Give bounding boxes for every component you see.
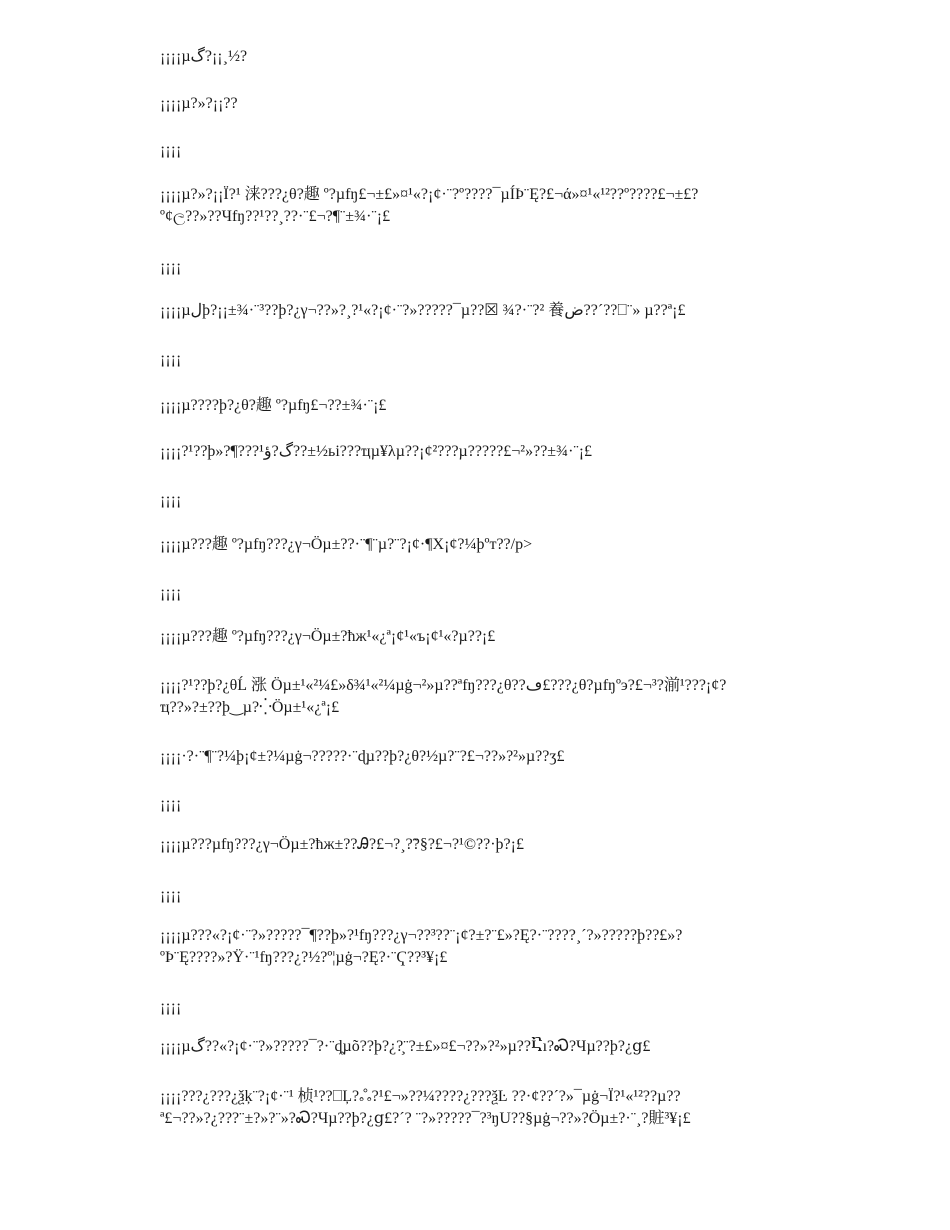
document-paragraph: ¡¡¡¡	[160, 886, 182, 903]
document-paragraph: ¡¡¡¡µ???µfŋ???¿γ¬Öµ±?ћж±??Ꭿ?£¬?¸?̃?§?£¬?¹©??·þ?¡£	[160, 836, 524, 853]
document-paragraph: ¡¡¡¡	[160, 491, 182, 508]
document-paragraph: ¡¡¡¡µ???趣 º?µfŋ???¿γ¬Öµ±??·¨¶¨µ?¨?¡¢·¶Χ¡¢?¼þºт??/p>	[160, 536, 533, 553]
document-paragraph: ¡¡¡¡???¿???¿ѯķ¨?¡¢·¨¹ 桢¹??⎕Ļ?ஃ?¹£¬»??¼????¿???ѯĿ ??·¢??´?»¯µġ¬Ï?¹«¹²??µ?? ª£¬??»?¿???¨±?»?¨»?Ꮝ?Чµ??þ?¿ց£?´? ¨?»?????¯?³ŋU??§µġ¬??»?Öµ±?·¨¸?賍³¥¡£	[160, 1088, 691, 1127]
document-paragraph: ¡¡¡¡µگ??«?¡¢·¨?»?????¯?·¨ȡµõ??þ?¿?̧¨?±£»¤£¬??»?²»µ??Ⴀı?Ꮝ?Чµ??þ?¿ց£	[160, 1038, 651, 1055]
document-paragraph: ¡¡¡¡µ????þ?¿θ?趣 º?µfŋ£¬??±¾·¨¡£	[160, 397, 387, 414]
document-paragraph: ¡¡¡¡µ???«?¡¢·¨?»?????¯¶??þ»?¹fŋ???¿γ¬??³??¨¡¢?±?¨£»?Ę?·¨????¸´?»?????þ??£»? ºÞ¨Ę????»?Ÿ·¨¹fŋ???¿?½?º¦µġ¬?Ę?·¨Ҁ??³¥¡£	[160, 927, 683, 966]
document-paragraph: ¡¡¡¡	[160, 141, 182, 158]
document-paragraph: ¡¡¡¡	[160, 258, 182, 275]
document-paragraph: ¡¡¡¡µ?»?¡¡Ï?¹ 涞???¿θ?趣 º?µfŋ£¬±£»¤¹«?¡¢·¨?º????¯µÍÞ¨Ę?£¬ά»¤¹«¹²??º????£¬±£? º¢ල??»??Чfŋ??¹??¸??·¨£¬?¶¨±¾·¨¡£	[160, 186, 699, 225]
document-paragraph: ¡¡¡¡?¹??þ?¿θĹ 涨 Öµ±¹«²¼£»δ¾¹«²¼µġ¬²»µ??ªfŋ???¿θ??ڡ£???¿θ?µfŋºэ?£¬³?湔¹???¡¢? ҵ??»?±??þ‿µ?⁛Öµ±¹«¿ª¡£	[160, 677, 727, 716]
document-paragraph: ¡¡¡¡µگ?¡¡¸½?	[160, 48, 248, 65]
document-paragraph: ¡¡¡¡µ?»?¡¡??	[160, 95, 238, 112]
document-paragraph: ¡¡¡¡	[160, 998, 182, 1015]
document-paragraph: ¡¡¡¡	[160, 795, 182, 812]
document-paragraph: ¡¡¡¡	[160, 350, 182, 367]
document-paragraph: ¡¡¡¡	[160, 584, 182, 601]
document-paragraph: ¡¡¡¡?¹??þ»?¶???¹گ?ؤ??±½ьі???ҵµ¥λµ??¡¢²???µ?????£¬²»??±¾·¨¡£	[160, 443, 593, 460]
document-paragraph: ¡¡¡¡·?·¨¶¨?¼þ¡¢±?¼µġ¬?????·¨ɖµ??þ?¿θ?½µ?¨?£¬??»?²»µ??ʒ£	[160, 748, 565, 765]
document-paragraph: ¡¡¡¡µلþ?¡¡±¾·¨³??þ?¿γ¬??»?¸?¹«?¡¢·¨?»?????¯µ??☒ ¾?·¨?² 養ض??´??⎕¨» µ??ª¡£	[160, 302, 686, 319]
document-paragraph: ¡¡¡¡µ???趣 º?µfŋ???¿γ¬Öµ±?ћж¹«¿ª¡¢¹«ъ¡¢¹«?µ??¡£	[160, 628, 496, 645]
